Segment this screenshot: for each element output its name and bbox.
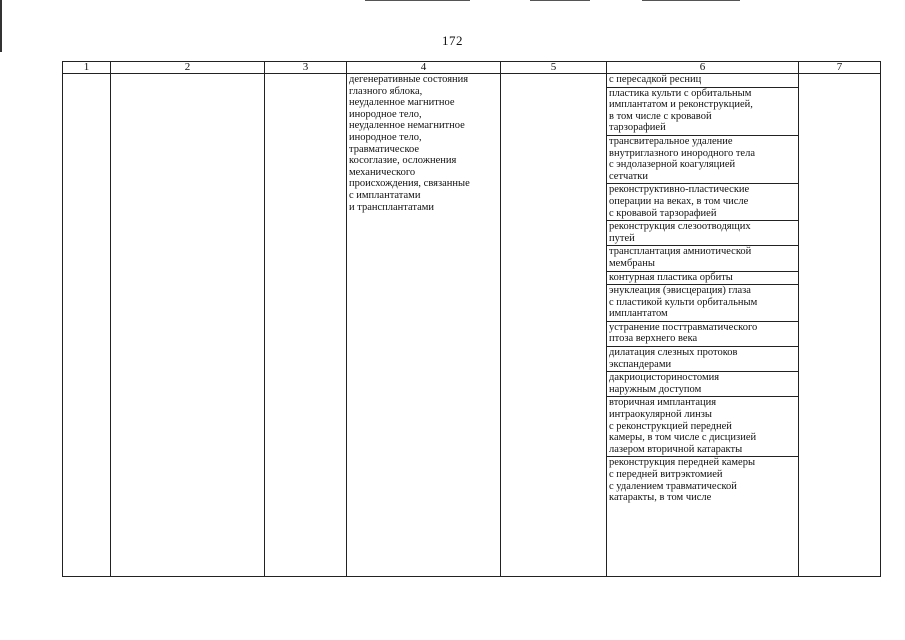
procedure-item: энуклеация (эвисцерация) глаза с пластикой культи орбитальным имплантатом [607,285,798,322]
header-cell: 2 [111,62,265,74]
scan-mark [530,0,590,1]
page-number: 172 [442,33,463,48]
procedures-cell [607,74,799,577]
header-cell: 3 [265,62,347,74]
procedure-item: с пересадкой ресниц [607,74,798,87]
header-cell: 6 [607,62,799,74]
header-row [63,62,881,74]
cell-col7 [799,74,881,577]
header-cell: 5 [501,62,607,74]
cell-col2 [111,74,265,577]
header-cell: 7 [799,62,881,74]
procedure-item: вторичная имплантация интраокулярной линзы с реконструкцией передней камеры, в том числе с дисцизией лазером вторичной катаракты [607,397,798,457]
procedure-item: контурная пластика орбиты [607,271,798,285]
scan-mark [642,0,740,1]
procedures-list [607,74,798,505]
cell-col5 [501,74,607,577]
procedure-item: устранение посттравматического птоза верхнего века [607,321,798,346]
procedure-item: трансвитеральное удаление внутриглазного инородного тела с эндолазерной коагуляцией сетчатки [607,135,798,183]
scan-mark [365,0,470,1]
cell-col3 [265,74,347,577]
header-cell: 1 [63,62,111,74]
procedure-item: дакриоцисториностомия наружным доступом [607,372,798,397]
header-cell: 4 [347,62,501,74]
procedure-item: реконструкция передней камеры с передней витрэктомией с удалением травматической катаракты, в том числе [609,457,756,504]
procedure-item: трансплантация амниотической мембраны [607,246,798,271]
document-table [62,61,881,577]
diagnosis-cell: дегенеративные состояния глазного яблока, неудаленное магнитное инородное тело, неудаленное немагнитное инородное тело, травматическое косоглазие, осложнения механического происхождения, связанные с имплантатами и трансплантатами [347,74,501,577]
procedure-item: реконструктивно-пластические операции на веках, в том числе с кровавой тарзорафией [607,184,798,221]
cell-col1 [63,74,111,577]
procedure-item: пластика культи с орбитальным имплантатом и реконструкцией, в том числе с кровавой тарзорафией [607,87,798,135]
procedure-item: дилатация слезных протоков экспандерами [607,347,798,372]
table-row [63,74,881,577]
procedure-item: реконструкция слезоотводящих путей [607,221,798,246]
